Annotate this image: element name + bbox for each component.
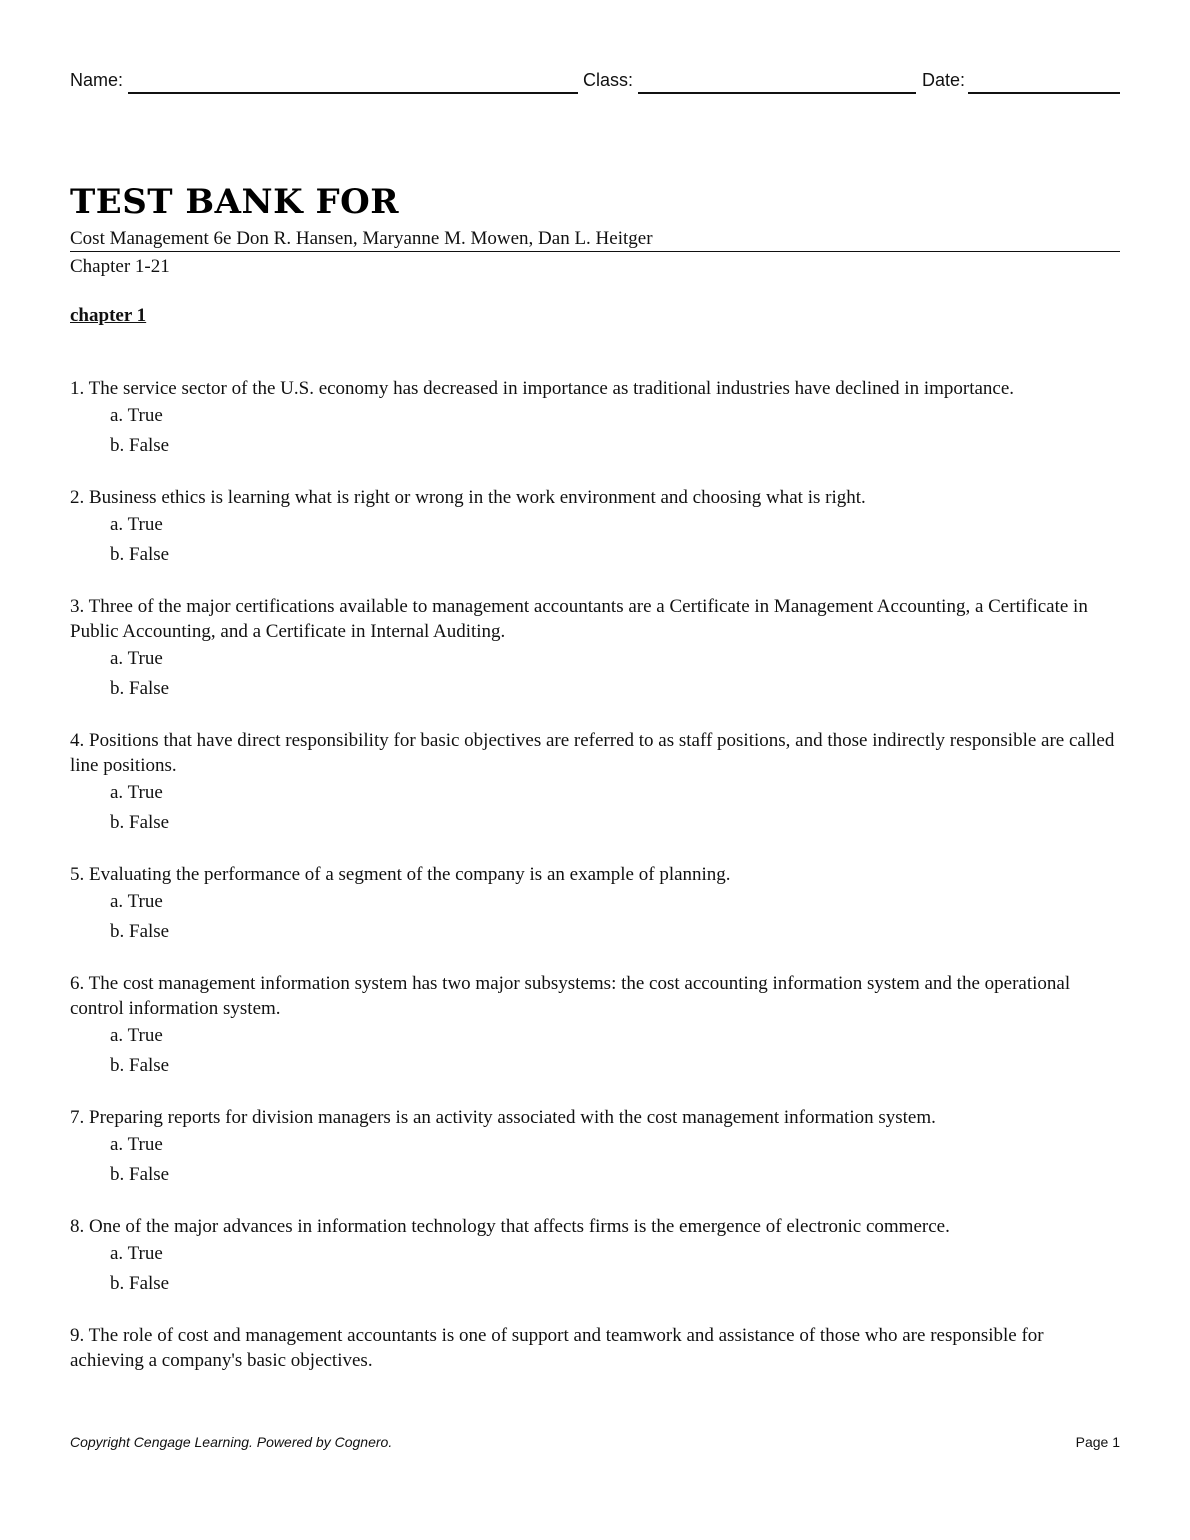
copyright-notice: Copyright Cengage Learning. Powered by Cognero.	[70, 1434, 393, 1450]
question-item	[70, 862, 1120, 947]
name-label: Name:	[70, 70, 124, 90]
date-blank-line	[968, 92, 1120, 94]
answer-option-true: a. True	[110, 1243, 163, 1264]
answer-option-false: b. False	[110, 1055, 170, 1076]
answer-option-false: b. False	[110, 812, 170, 833]
page-footer	[70, 1434, 1120, 1454]
answer-option-true: a. True	[110, 514, 163, 535]
question-item	[70, 485, 1120, 570]
answer-option-true: a. True	[110, 891, 163, 912]
answer-option-false: b. False	[110, 435, 170, 456]
question-text: 5. Evaluating the performance of a segment of the company is an example of planning.	[70, 864, 731, 885]
chapter-heading: chapter 1	[70, 305, 147, 326]
answer-option-true: a. True	[110, 405, 163, 426]
question-text: 2. Business ethics is learning what is right or wrong in the work environment and choosing what is right.	[70, 487, 866, 508]
answer-option-false: b. False	[110, 544, 170, 565]
question-text: 6. The cost management information system has two major subsystems: the cost accounting information system and the operational control information system.	[70, 973, 1071, 1019]
document-title: TEST BANK FOR	[70, 182, 400, 222]
subtitle-text: Cost Management 6e Don R. Hansen, Maryanne M. Mowen, Dan L. Heitger	[70, 228, 653, 249]
answer-option-true: a. True	[110, 782, 163, 803]
question-item	[70, 971, 1120, 1081]
question-text: 8. One of the major advances in information technology that affects firms is the emergence of electronic commerce.	[70, 1216, 950, 1237]
question-list	[70, 376, 1120, 1397]
question-item	[70, 728, 1120, 838]
question-text: 4. Positions that have direct responsibility for basic objectives are referred to as staff positions, and those indirectly responsible are called line positions.	[70, 730, 1115, 776]
chapter-range: Chapter 1-21	[70, 256, 170, 277]
question-item	[70, 1105, 1120, 1190]
answer-option-true: a. True	[110, 648, 163, 669]
question-text: 9. The role of cost and management accountants is one of support and teamwork and assistance of those who are responsible for achieving a company's basic objectives.	[70, 1325, 1044, 1371]
question-item	[70, 376, 1120, 461]
answer-option-false: b. False	[110, 1273, 170, 1294]
book-subtitle	[70, 227, 1120, 252]
answer-option-true: a. True	[110, 1134, 163, 1155]
student-info-header	[70, 70, 1120, 96]
class-blank-line	[638, 92, 916, 94]
question-item	[70, 1214, 1120, 1299]
page-number: Page 1	[1075, 1434, 1120, 1450]
name-blank-line	[128, 92, 578, 94]
question-item	[70, 594, 1120, 704]
question-text: 3. Three of the major certifications available to management accountants are a Certificate in Management Accounting, a Certificate in Public Accounting, and a Certificate in Internal Auditing.	[70, 596, 1088, 642]
question-item	[70, 1323, 1120, 1373]
class-label: Class:	[583, 70, 634, 90]
answer-option-true: a. True	[110, 1025, 163, 1046]
answer-option-false: b. False	[110, 678, 170, 699]
answer-option-false: b. False	[110, 1164, 170, 1185]
question-text: 7. Preparing reports for division managers is an activity associated with the cost management information system.	[70, 1107, 936, 1128]
question-text: 1. The service sector of the U.S. economy has decreased in importance as traditional industries have declined in importance.	[70, 378, 1015, 399]
date-label: Date:	[922, 70, 966, 90]
answer-option-false: b. False	[110, 921, 170, 942]
